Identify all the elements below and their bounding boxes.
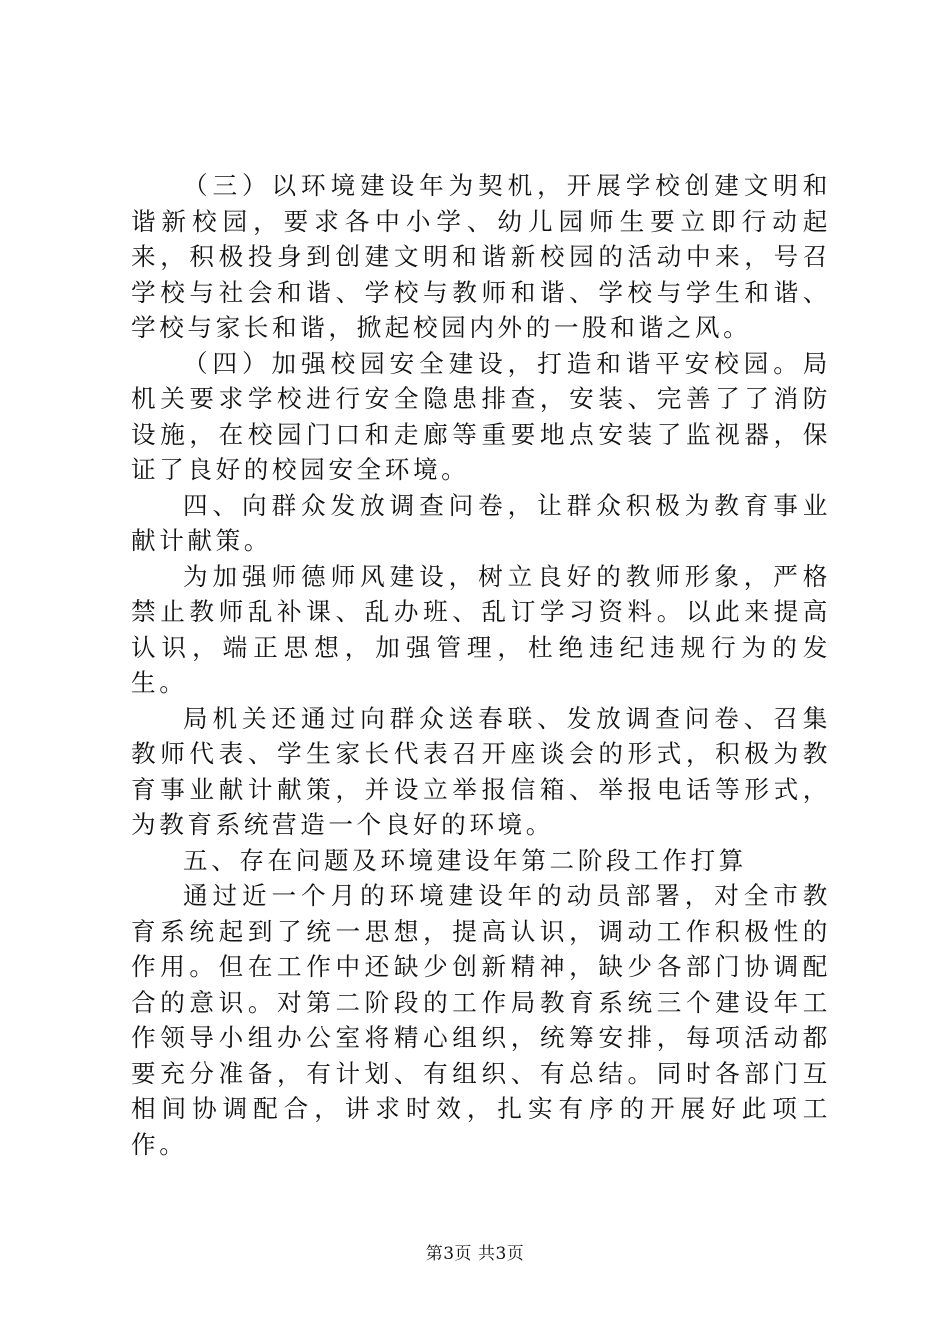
paragraph-teacher-ethics: 为加强师德师风建设，树立良好的教师形象，严格禁止教师乱补课、乱办班、乱订学习资料。以此来提高认识，端正思想，加强管理，杜绝违纪违规行为的发生。: [131, 561, 831, 697]
paragraph-summary: 通过近一个月的环境建设年的动员部署，对全市教育系统起到了统一思想，提高认识，调动工作积极性的作用。但在工作中还缺少创新精神，缺少各部门协调配合的意识。对第二阶段的工作局教育系统三个建设年工作领导小组办公室将精心组织，统筹安排，每项活动都要充分准备，有计划、有组织、有总结。同时各部门互相间协调配合，讲求时效，扎实有序的开展好此项工作。: [131, 881, 831, 1159]
document-body: [131, 168, 831, 1162]
page-footer: 第3页 共3页: [425, 1244, 525, 1264]
heading-section-five: 五、存在问题及环境建设年第二阶段工作打算: [183, 845, 747, 875]
paragraph-bureau-activities: 局机关还通过向群众送春联、发放调查问卷、召集教师代表、学生家长代表召开座谈会的形式，积极为教育事业献计献策，并设立举报信箱、举报电话等形式，为教育系统营造一个良好的环境。: [131, 703, 831, 839]
paragraph-section-4: （四）加强校园安全建设，打造和谐平安校园。局机关要求学校进行安全隐患排查，安装、完善了了消防设施，在校园门口和走廊等重要地点安装了监视器，保证了良好的校园安全环境。: [131, 348, 831, 484]
heading-section-four: 四、向群众发放调查问卷，让群众积极为教育事业献计献策。: [131, 490, 831, 555]
paragraph-section-3: （三）以环境建设年为契机，开展学校创建文明和谐新校园，要求各中小学、幼儿园师生要立即行动起来，积极投身到创建文明和谐新校园的活动中来，号召学校与社会和谐、学校与教师和谐、学校与学生和谐、学校与家长和谐，掀起校园内外的一股和谐之风。: [131, 171, 831, 342]
